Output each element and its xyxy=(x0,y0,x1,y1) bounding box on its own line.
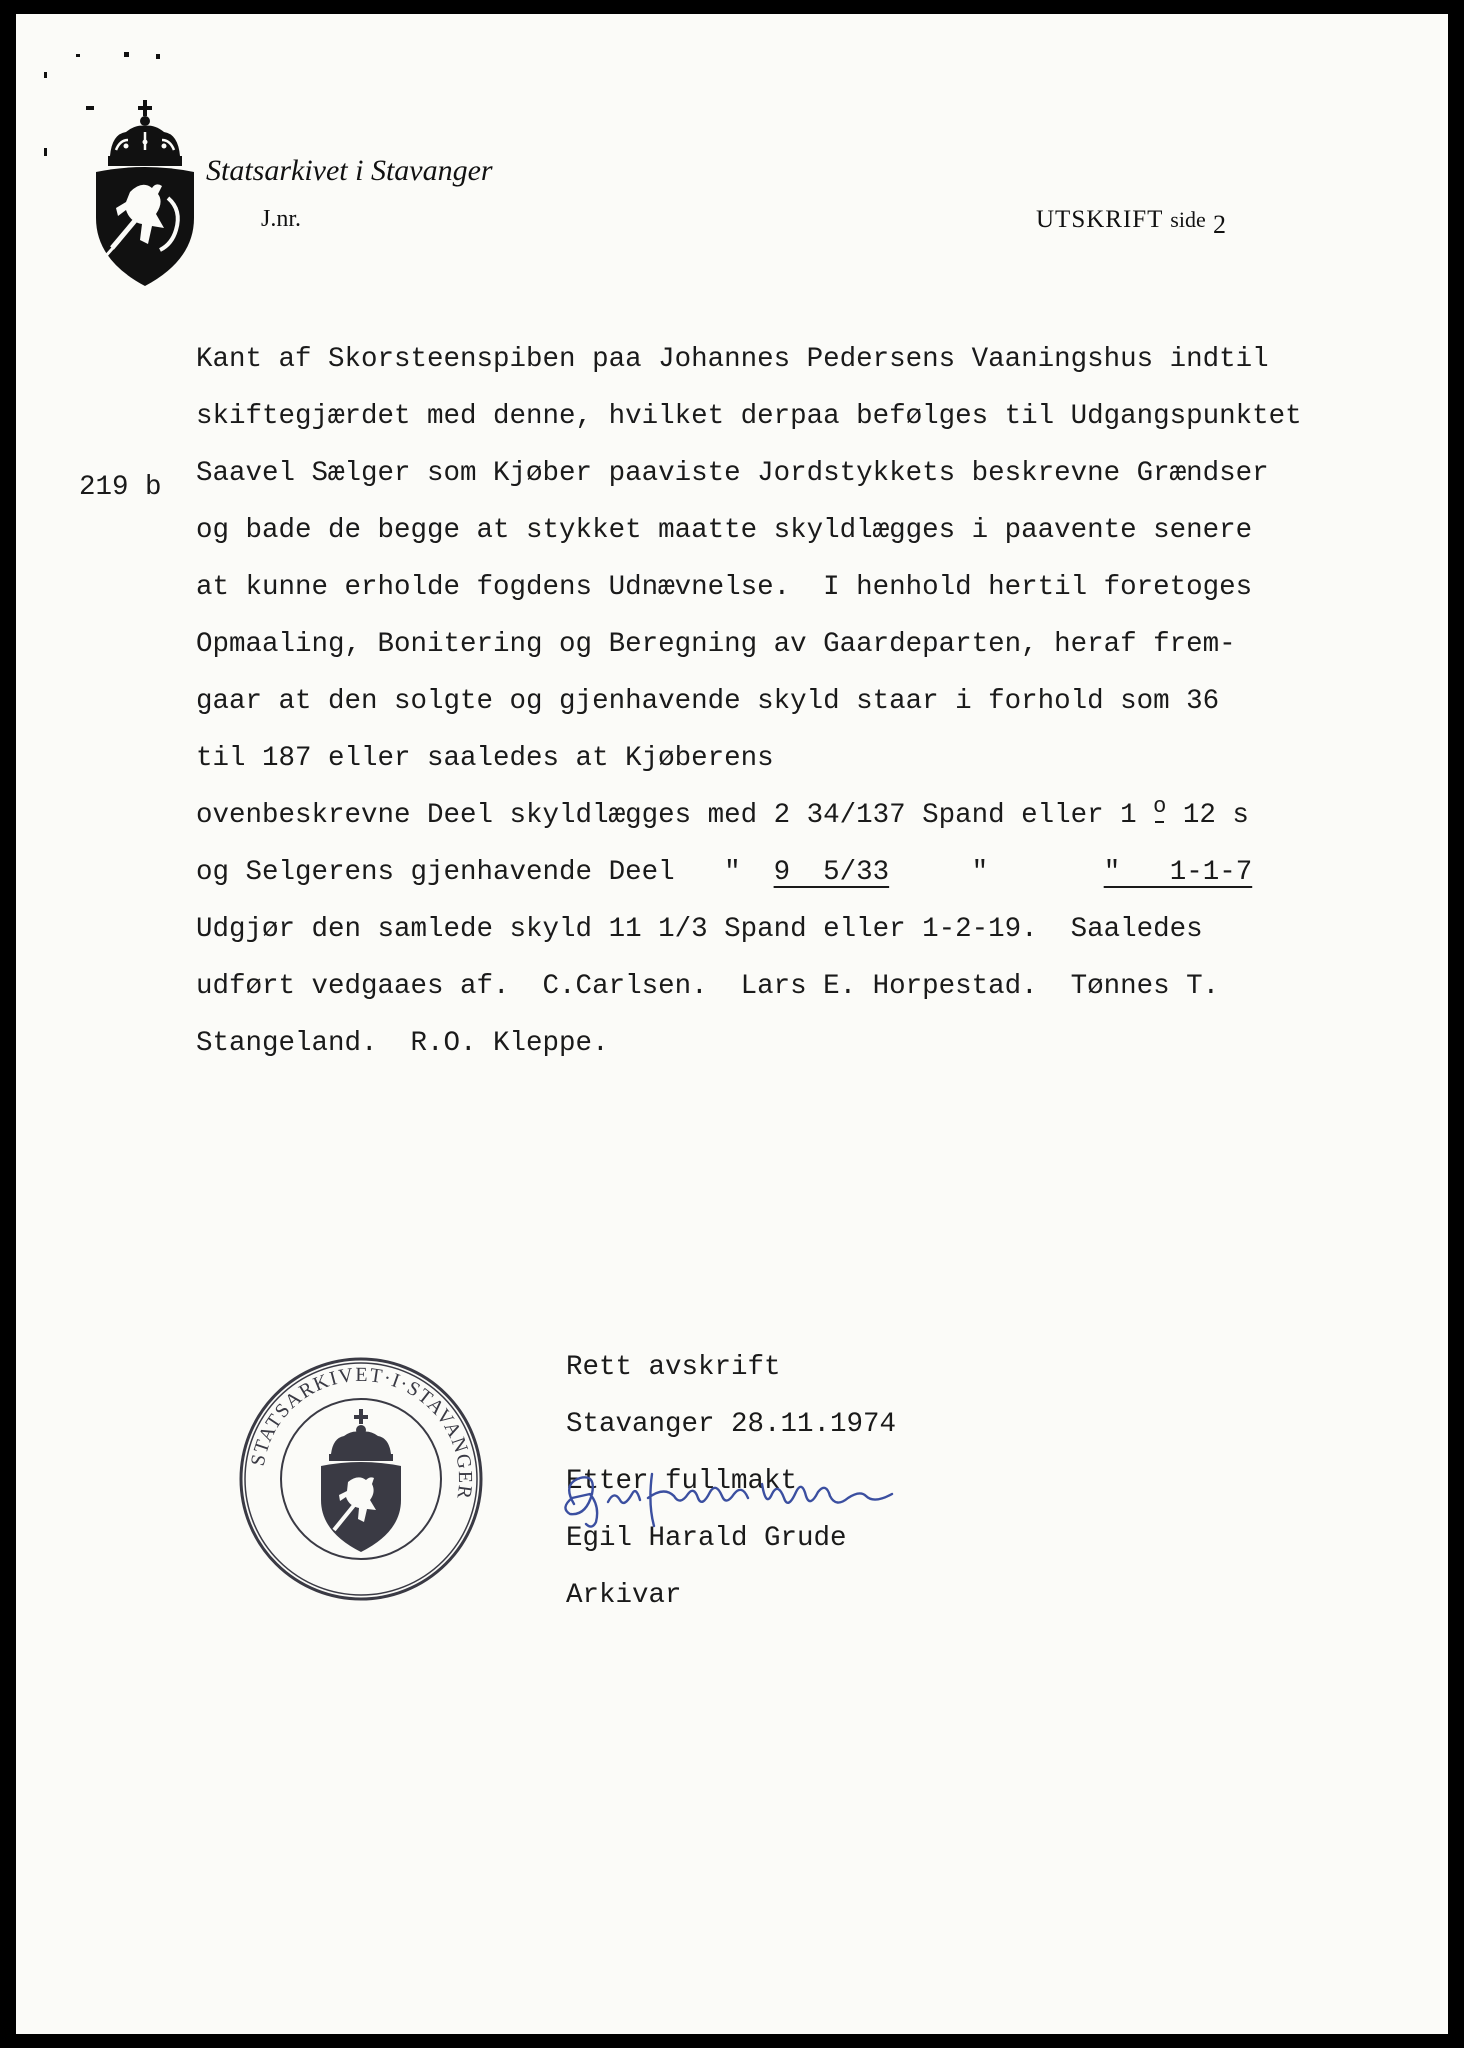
body-line: Opmaaling, Bonitering og Beregning av Gaardeparten, heraf frem- xyxy=(196,629,1236,660)
document-type-header xyxy=(1036,204,1226,239)
body-line: Saavel Sælger som Kjøber paaviste Jordstykkets beskrevne Grændser xyxy=(196,458,1269,489)
margin-note: 219 b xyxy=(79,472,162,503)
selgerens-spand-value: 9 5/33 xyxy=(773,857,890,888)
seal-text: STATSARKIVET·I·STAVANGER xyxy=(246,1363,477,1502)
superscript-o: o xyxy=(1153,794,1167,819)
signatory-title: Arkivar xyxy=(566,1580,682,1611)
certification-place-date: Stavanger 28.11.1974 xyxy=(566,1409,897,1440)
selgerens-lead: og Selgerens gjenhavende Deel " xyxy=(196,857,774,888)
selgerens-mid: " xyxy=(889,857,1104,888)
body-line: til 187 eller saaledes at Kjøberens xyxy=(196,743,774,774)
scan-mark xyxy=(124,52,129,57)
certification-authority: Etter fullmakt xyxy=(566,1466,798,1497)
ovenbeskrevne-tail: 12 s xyxy=(1166,800,1249,831)
body-line: Stangeland. R.O. Kleppe. xyxy=(196,1028,609,1059)
scan-mark xyxy=(44,72,47,78)
body-line: gaar at den solgte og gjenhavende skyld staar i forhold som 36 xyxy=(196,686,1220,717)
body-line-selgerens xyxy=(196,857,1252,888)
body-line: at kunne erholde fogdens Udnævnelse. I henhold hertil foretoges xyxy=(196,572,1253,603)
institution-name: Statsarkivet i Stavanger xyxy=(206,154,493,187)
signatory-name: Egil Harald Grude xyxy=(566,1523,847,1554)
page-number: 2 xyxy=(1212,210,1226,239)
journal-number-label: J.nr. xyxy=(261,206,302,232)
body-line: og bade de begge at stykket maatte skyldlægges i paavente senere xyxy=(196,515,1253,546)
handwritten-signature xyxy=(556,1464,906,1539)
certification-line: Rett avskrift xyxy=(566,1352,781,1383)
document-page xyxy=(16,14,1448,2034)
document-type: UTSKRIFT xyxy=(1036,206,1164,233)
scan-mark xyxy=(44,148,47,156)
body-line: skiftegjærdet med denne, hvilket derpaa befølges til Udgangspunktet xyxy=(196,401,1302,432)
scan-mark xyxy=(156,54,160,59)
body-line: Kant af Skorsteenspiben paa Johannes Pedersens Vaaningshus indtil xyxy=(196,344,1269,375)
official-seal xyxy=(236,1354,486,1604)
body-line: udført vedgaaes af. C.Carlsen. Lars E. Horpestad. Tønnes T. xyxy=(196,971,1220,1002)
selgerens-skyld-value: " 1-1-7 xyxy=(1103,857,1253,888)
body-line-ovenbeskrevne xyxy=(196,794,1249,831)
side-label: side xyxy=(1170,207,1206,232)
body-line: Udgjør den samlede skyld 11 1/3 Spand eller 1-2-19. Saaledes xyxy=(196,914,1203,945)
ovenbeskrevne-text: ovenbeskrevne Deel skyldlægges med 2 34/137 Spand eller 1 xyxy=(196,800,1137,831)
scan-mark xyxy=(76,54,80,57)
norwegian-coat-of-arms-logo xyxy=(90,98,200,288)
